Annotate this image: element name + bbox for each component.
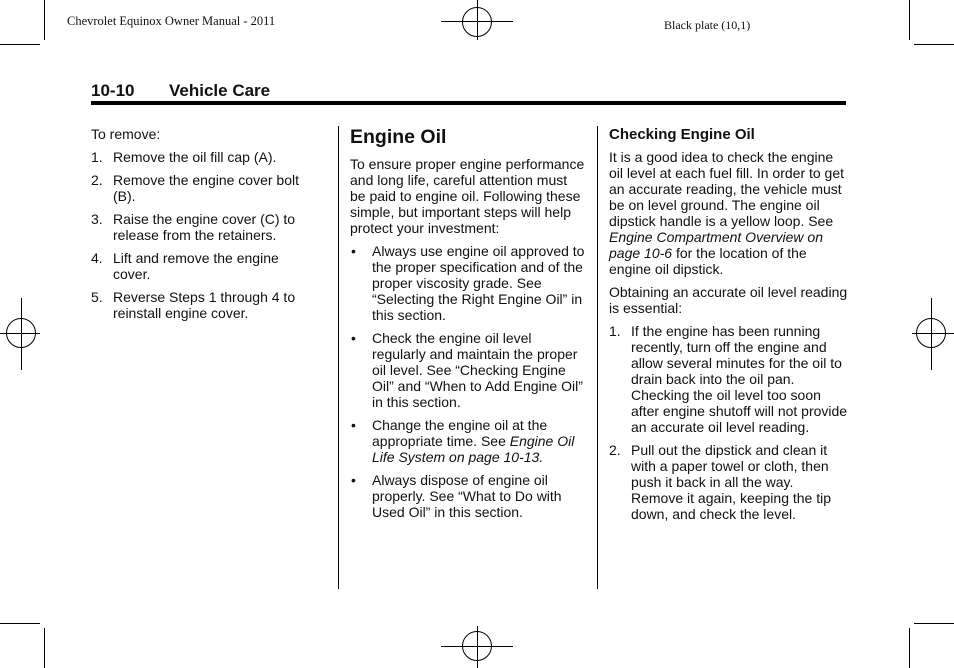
list-item: 4. Lift and remove the engine cover. (91, 250, 279, 282)
header-rule (91, 101, 846, 105)
list-item: 2. Remove the engine cover bolt (B). (91, 172, 299, 204)
bullet-list (350, 243, 586, 520)
subsection-heading: Checking Engine Oil (609, 126, 755, 143)
paragraph: Obtaining an accurate oil level reading is essential: (609, 284, 848, 316)
document-title: Chevrolet Equinox Owner Manual - 2011 (67, 14, 276, 28)
crop-mark (914, 44, 954, 45)
list-item: • Always use engine oil approved to the proper specification and of the proper viscosity grade. See “Selecting the Right Engine Oil” in this section. (351, 243, 585, 323)
crop-mark (44, 0, 45, 40)
list-item: • Always dispose of engine oil properly. See “What to Do with Used Oil” in this section. (351, 472, 562, 520)
paragraph: It is a good idea to check the engine oil level at each fuel fill. In order to get an accurate reading, the vehicle must be on level ground. The engine oil dipstick handle is a yellow loop. See Engine Compartment Overview on page 10-6 for the location of the engine oil dipstick. (609, 149, 845, 277)
removal-steps (91, 149, 316, 321)
cross-reference: Engine Oil Life System on page 10-13 (372, 433, 575, 465)
list-item: • Change the engine oil at the appropriate time. See Engine Oil Life System on page 10-13. (351, 417, 575, 465)
intro-text: To remove: (91, 126, 161, 142)
intro-paragraph: To ensure proper engine performance and long life, careful attention must be paid to engine oil. Following these simple, but important steps will help protect your investment: (350, 156, 585, 236)
column-3 (609, 126, 849, 529)
page-header (91, 81, 846, 103)
list-item: 5. Reverse Steps 1 through 4 to reinstall engine cover. (91, 289, 296, 321)
column-1 (91, 126, 316, 328)
crop-mark (909, 628, 910, 668)
list-item: • Check the engine oil level regularly and maintain the proper oil level. See “Checking Engine Oil” and “When to Add Engine Oil” in this section. (351, 330, 583, 410)
crop-mark (0, 44, 40, 45)
column-divider (338, 126, 339, 589)
column-2 (350, 126, 586, 527)
cross-reference: Engine Compartment Overview on page 10-6 (609, 229, 823, 261)
crop-mark (909, 0, 910, 40)
crop-mark (44, 628, 45, 668)
section-heading: Engine Oil (350, 126, 447, 148)
checking-steps (609, 323, 849, 522)
list-item: 2. Pull out the dipstick and clean it with a paper towel or cloth, then push it back in all the way. Remove it again, keeping the tip down, and check the level. (609, 442, 832, 522)
plate-label: Black plate (10,1) (664, 18, 751, 32)
crop-mark (914, 623, 954, 624)
section-title: Vehicle Care (169, 81, 271, 100)
page-number: 10-10 (91, 81, 135, 100)
column-divider (597, 126, 598, 589)
crop-mark (0, 623, 40, 624)
list-item: 1. If the engine has been running recently, turn off the engine and allow several minutes for the oil to drain back into the oil pan. Checking the oil level too soon after engine shutoff will not provide an accurate oil level reading. (609, 323, 848, 435)
list-item: 1. Remove the oil fill cap (A). (91, 149, 277, 165)
list-item: 3. Raise the engine cover (C) to release from the retainers. (91, 211, 296, 243)
